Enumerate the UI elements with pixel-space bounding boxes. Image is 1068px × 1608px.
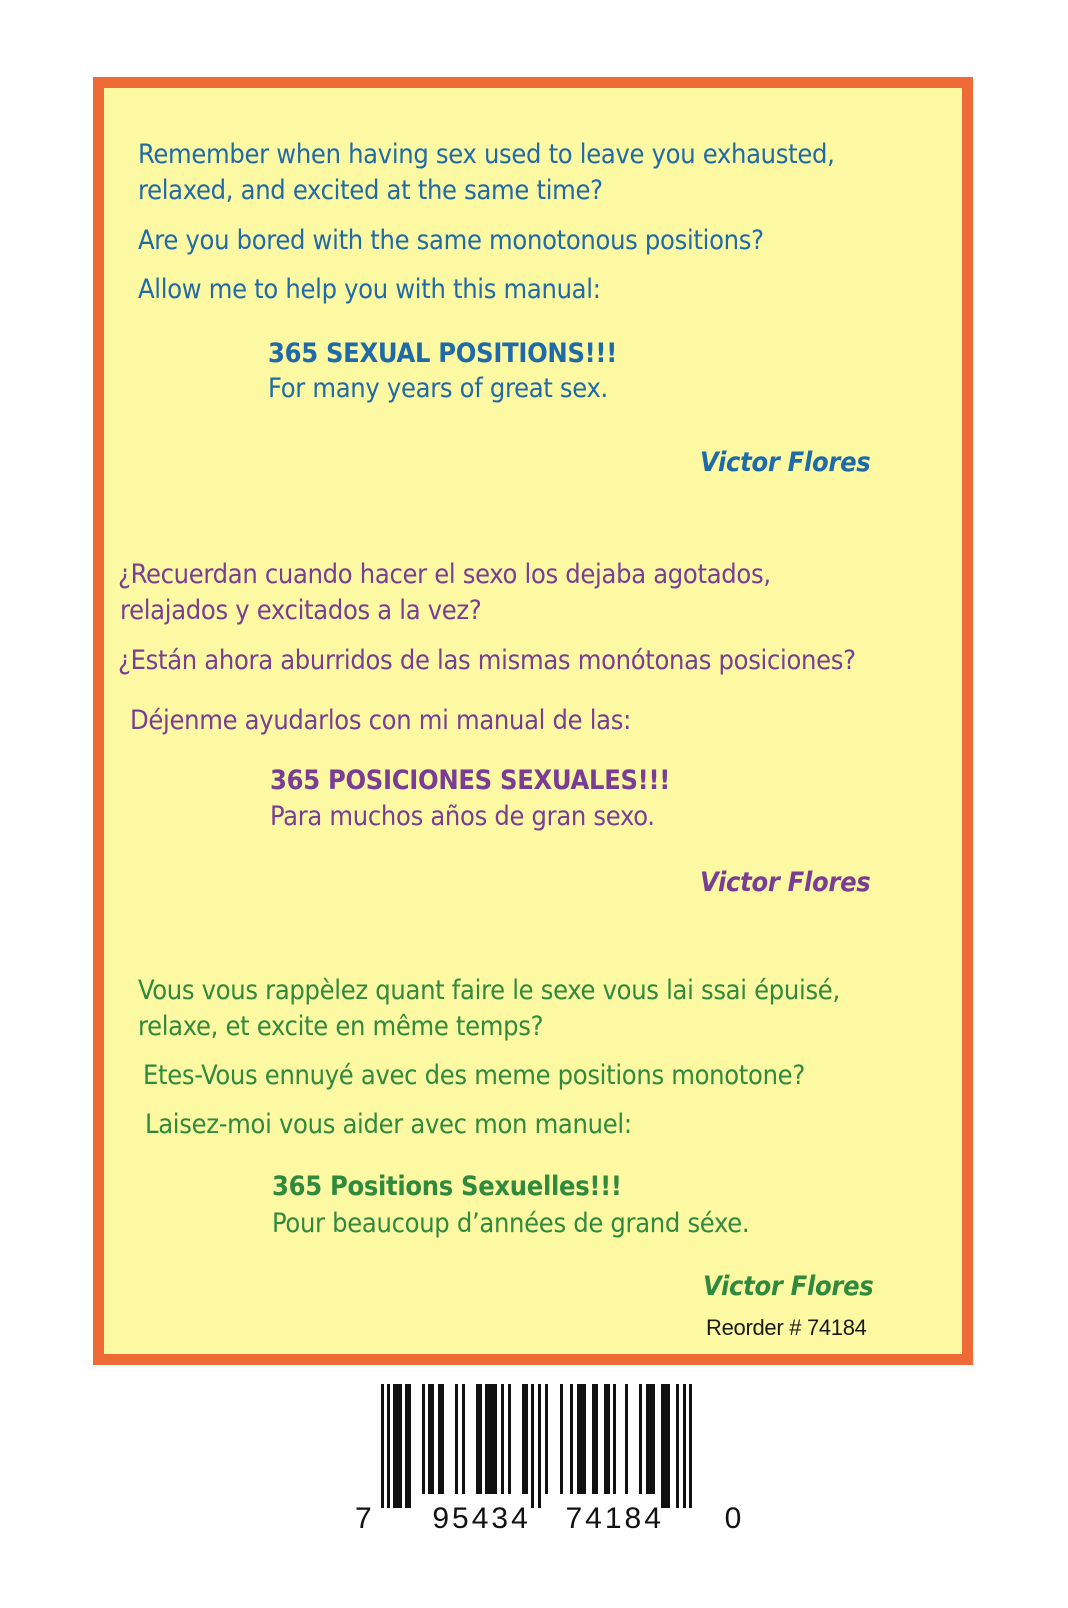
spanish-line-4: Déjenme ayudarlos con mi manual de las: [130, 705, 632, 736]
spanish-subtitle: Para muchos años de gran sexo. [270, 801, 655, 832]
barcode-number-system: 7 [355, 1502, 372, 1535]
french-line-3: Etes-Vous ennuyé avec des meme positions monotone? [143, 1060, 805, 1091]
barcode-check-digit: 0 [724, 1502, 742, 1535]
english-author: Victor Flores [700, 447, 871, 478]
spanish-line-3: ¿Están ahora aburridos de las mismas monótonas posiciones? [118, 645, 856, 676]
reorder-number: Reorder # 74184 [706, 1315, 867, 1340]
french-line-2: relaxe, et excite en même temps? [138, 1011, 544, 1042]
english-title: 365 SEXUAL POSITIONS!!! [268, 338, 617, 369]
french-subtitle: Pour beaucoup d’années de grand séxe. [272, 1208, 750, 1239]
french-author: Victor Flores [703, 1271, 874, 1302]
english-line-1: Remember when having sex used to leave you exhausted, [138, 139, 835, 170]
english-line-3: Are you bored with the same monotonous positions? [138, 225, 764, 256]
french-line-1: Vous vous rappèlez quant faire le sexe vous lai ssai épuisé, [138, 975, 840, 1006]
barcode-right-group: 74184 [565, 1502, 664, 1535]
french-title: 365 Positions Sexuelles!!! [272, 1171, 622, 1202]
spanish-author: Victor Flores [700, 867, 871, 898]
spanish-title: 365 POSICIONES SEXUALES!!! [270, 765, 671, 796]
barcode-digits [355, 1502, 741, 1536]
spanish-line-2: relajados y excitados a la vez? [120, 595, 482, 626]
barcode-left-group: 95434 [432, 1502, 531, 1535]
french-line-4: Laisez-moi vous aider avec mon manuel: [145, 1109, 632, 1140]
upc-barcode [381, 1384, 693, 1508]
english-line-2: relaxed, and excited at the same time? [138, 175, 603, 206]
english-subtitle: For many years of great sex. [268, 373, 608, 404]
english-line-4: Allow me to help you with this manual: [138, 274, 601, 305]
spanish-line-1: ¿Recuerdan cuando hacer el sexo los dejaba agotados, [118, 559, 771, 590]
